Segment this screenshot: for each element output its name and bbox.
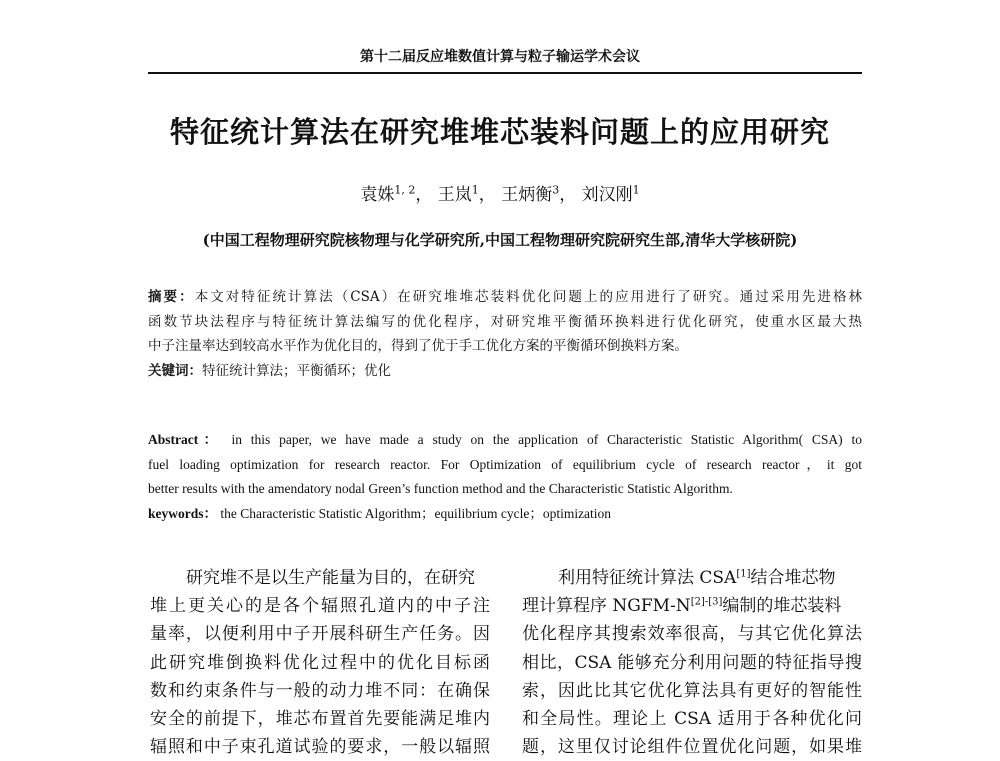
abstract-line: 函数节块法程序与特征统计算法编写的优化程序，对研究堆平衡循环换料进行优化研究，使重水区最大热	[148, 313, 862, 330]
keywords-text: the Characteristic Statistic Algorithm；equilibrium cycle；optimization	[220, 505, 612, 521]
author-name: 袁姝	[360, 185, 395, 205]
keywords-label: 关键词：	[148, 362, 202, 379]
abstract-line	[148, 428, 862, 453]
body-line: 堆上更关心的是各个辐照孔道内的中子注	[150, 596, 490, 617]
body-line: 安全的前提下，堆芯布置首先要能满足堆内	[150, 709, 490, 730]
keywords-label: keywords：	[148, 505, 218, 521]
body-column-left	[150, 564, 490, 761]
body-line: 此研究堆倒换料优化过程中的优化目标函	[150, 652, 490, 673]
body-line: 量率，以便利用中子开展科研生产任务。因	[150, 624, 490, 645]
author-name: 王岚	[437, 185, 472, 205]
body-text: 编制的堆芯装料	[722, 596, 842, 617]
abstract-label: 摘要：	[148, 289, 195, 305]
body-line: 题，这里仅讨论组件位置优化问题，如果堆	[522, 737, 862, 758]
author-name: 王炳衡	[501, 185, 553, 205]
separator: ，	[478, 185, 496, 205]
body-line: 辐照和中子束孔道试验的要求，一般以辐照	[150, 737, 490, 758]
author	[501, 185, 576, 205]
abstract-text: 本文对特征统计算法（CSA）在研究堆堆芯装料优化问题上的应用进行了研究。通过采用先进格林	[194, 289, 862, 305]
abstract-cn	[148, 285, 862, 383]
body-line: 相比，CSA 能够充分利用问题的特征指导搜	[522, 652, 862, 673]
affiliation: (中国工程物理研究院核物理与化学研究所,中国工程物理研究院研究生部,清华大学核研院)	[202, 231, 798, 249]
keywords-en	[148, 502, 862, 527]
keywords-text: 特征统计算法；平衡循环；优化	[202, 362, 391, 379]
body-text: 利用特征统计算法 CSA	[558, 568, 737, 588]
body-line: 索，因此比其它优化算法具有更好的智能性	[522, 680, 862, 701]
citation: [1]	[736, 568, 751, 580]
author	[360, 185, 432, 205]
abstract-text: in this paper, we have made a study on the application of Characteristic Statistic Algorithm( CSA) to	[231, 432, 862, 447]
body-line	[522, 564, 862, 592]
abstract-line: fuel loading optimization for research reactor. For Optimization of equilibrium cycle of research reactor，it got	[148, 456, 862, 472]
separator: ，	[559, 185, 577, 205]
body-line: 数和约束条件与一般的动力堆不同：在确保	[150, 680, 490, 701]
separator: ，	[415, 185, 433, 205]
author-affil-mark: 3	[552, 183, 560, 197]
header-rule	[148, 72, 862, 74]
body-line: 研究堆不是以生产能量为目的，在研究	[186, 568, 475, 588]
body-line: 优化程序其搜索效率很高，与其它优化算法	[522, 624, 862, 645]
abstract-line: 中子注量率达到较高水平作为优化目的，得到了优于手工优化方案的平衡循环倒换料方案。	[148, 338, 688, 354]
abstract-label: Abstract：	[148, 432, 223, 447]
body-column-right	[522, 564, 862, 761]
body-line: 和全局性。理论上 CSA 适用于各种优化问	[522, 709, 862, 730]
conference-header: 第十二届反应堆数值计算与粒子输运学术会议	[360, 49, 640, 65]
author-name: 刘汉刚	[581, 185, 633, 205]
author-affil-mark: 1	[632, 183, 640, 197]
body-line	[522, 592, 862, 620]
body-text: 结合堆芯物	[750, 568, 836, 588]
abstract-line	[148, 285, 862, 310]
body-text: 理计算程序 NGFM-N	[522, 596, 691, 617]
author	[582, 185, 640, 205]
author-affil-mark: 1, 2	[394, 183, 416, 197]
author-list	[0, 180, 1000, 205]
author	[438, 185, 496, 205]
citation: [2]-[3]	[690, 596, 723, 608]
author-affil-mark: 1	[471, 183, 479, 197]
abstract-line: better results with the amendatory nodal Green’s function method and the Characteristic Statistic Algorithm.	[148, 481, 733, 496]
keywords-cn	[148, 359, 862, 384]
paper-title: 特征统计算法在研究堆堆芯装料问题上的应用研究	[169, 115, 830, 149]
abstract-en	[148, 428, 862, 526]
